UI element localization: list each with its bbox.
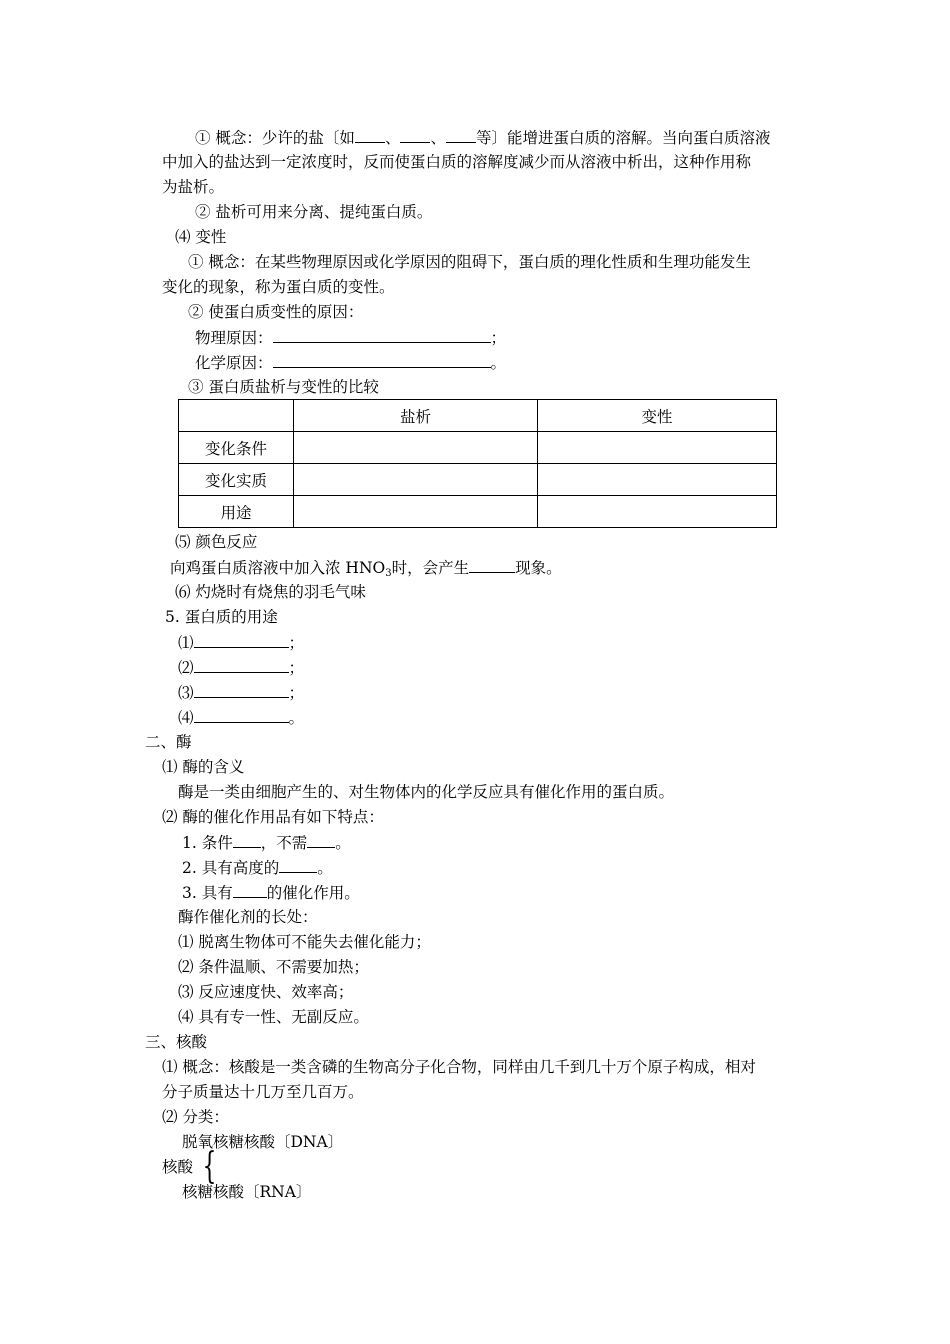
table-row	[179, 432, 777, 464]
blank-use-2	[194, 657, 289, 673]
table-cell	[538, 432, 777, 464]
enzyme-advantage-1: ⑴ 脱离生物体可不能失去催化能力；	[178, 933, 431, 951]
blank-use-3	[194, 682, 289, 698]
table-header-salting-out: 盐析	[294, 400, 538, 432]
color-reaction-text: 向鸡蛋白质溶液中加入浓 $HNO_3$时，会产生 现象。	[170, 559, 562, 579]
table-row	[179, 464, 777, 496]
enzyme-advantage-2: ⑵ 条件温顺、不需要加热；	[178, 958, 369, 976]
table-row-label: 用途	[179, 496, 294, 528]
protein-use-item: ⑴ ；	[178, 634, 305, 652]
blank-salt-1	[355, 127, 385, 143]
comparison-table	[178, 399, 777, 528]
protein-use-item: ⑶ ；	[178, 684, 305, 702]
nucleic-class-root: 核酸	[162, 1158, 194, 1176]
blank-salt-2	[400, 127, 430, 143]
enzyme-advantage-4: ⑷ 具有专一性、无副反应。	[178, 1008, 369, 1026]
blank-feature-1b	[307, 832, 335, 848]
enzyme-advantages-title: 酶作催化剂的长处：	[178, 908, 318, 926]
color-reaction-heading: ⑸ 颜色反应	[175, 533, 258, 551]
denature-concept-line2: 变化的现象，称为蛋白质的变性。	[162, 278, 395, 296]
blank-physical-cause	[273, 327, 491, 343]
table-row-label: 变化条件	[179, 432, 294, 464]
blank-feature-2	[279, 857, 317, 873]
table-cell	[538, 496, 777, 528]
chemical-cause-line: 化学原因： 。	[195, 354, 507, 372]
table-cell	[538, 464, 777, 496]
physical-cause-line: 物理原因： ；	[195, 329, 507, 347]
blank-use-1	[194, 632, 289, 648]
table-header-denature: 变性	[538, 400, 777, 432]
nucleic-class-dna: 脱氧核糖核酸〔DNA〕	[182, 1133, 344, 1151]
table-cell	[294, 432, 538, 464]
enzyme-meaning-heading: ⑴ 酶的含义	[162, 758, 245, 776]
blank-salt-3	[446, 127, 476, 143]
blank-color-reaction	[469, 557, 515, 573]
nucleic-class-rna: 核糖核酸〔RNA〕	[182, 1183, 312, 1201]
enzyme-feature-1: 1. 条件 ，不需 。	[182, 834, 351, 852]
salting-out-concept-line3: 为盐析。	[162, 178, 225, 196]
nucleic-concept-line2: 分子质量达十几万至几百万。	[162, 1083, 364, 1101]
nucleic-heading: 三、核酸	[145, 1033, 208, 1051]
blank-use-4	[194, 707, 289, 723]
table-cell	[294, 496, 538, 528]
brace-icon: {	[202, 1146, 217, 1187]
table-cell	[294, 464, 538, 496]
denature-causes-title: ② 使蛋白质变性的原因：	[188, 303, 364, 321]
enzyme-heading: 二、酶	[145, 733, 192, 751]
protein-uses-heading: 5. 蛋白质的用途	[165, 608, 278, 626]
protein-use-item: ⑵ ；	[178, 659, 305, 677]
nucleic-concept-line1: ⑴ 概念：核酸是一类含磷的生物高分子化合物，同样由几千到几十万个原子构成，相对	[162, 1058, 756, 1076]
burning-text: ⑹ 灼烧时有烧焦的羽毛气味	[175, 583, 366, 601]
table-row-label: 变化实质	[179, 464, 294, 496]
protein-use-item: ⑷ 。	[178, 709, 305, 727]
table-row	[179, 496, 777, 528]
blank-feature-1a	[233, 832, 261, 848]
blank-feature-3	[233, 882, 267, 898]
enzyme-advantage-3: ⑶ 反应速度快、效率高；	[178, 983, 354, 1001]
compare-title: ③ 蛋白质盐析与变性的比较	[188, 378, 379, 396]
table-header-row	[179, 400, 777, 432]
salting-out-concept-line2: 中加入的盐达到一定浓度时，反而使蛋白质的溶解度减少而从溶液中析出，这种作用称	[162, 153, 752, 171]
salting-out-use: ② 盐析可用来分离、提纯蛋白质。	[195, 203, 433, 221]
denature-concept-line1: ① 概念：在某些物理原因或化学原因的阻碍下，蛋白质的理化性质和生理功能发生	[188, 253, 751, 271]
enzyme-feature-2: 2. 具有高度的 。	[182, 859, 333, 877]
nucleic-class-heading: ⑵ 分类：	[162, 1108, 229, 1126]
enzyme-features-heading: ⑵ 酶的催化作用品有如下特点：	[162, 808, 384, 826]
enzyme-feature-3: 3. 具有 的催化作用。	[182, 884, 360, 902]
enzyme-meaning-text: 酶是一类由细胞产生的、对生物体内的化学反应具有催化作用的蛋白质。	[178, 783, 675, 801]
blank-chemical-cause	[273, 352, 491, 368]
denature-heading: ⑷ 变性	[175, 228, 227, 246]
salting-out-concept-line1: ① 概念：少许的盐〔如 、 、 等〕能增进蛋白质的溶解。当向蛋白质溶液	[195, 129, 771, 147]
table-corner-cell	[179, 400, 294, 432]
